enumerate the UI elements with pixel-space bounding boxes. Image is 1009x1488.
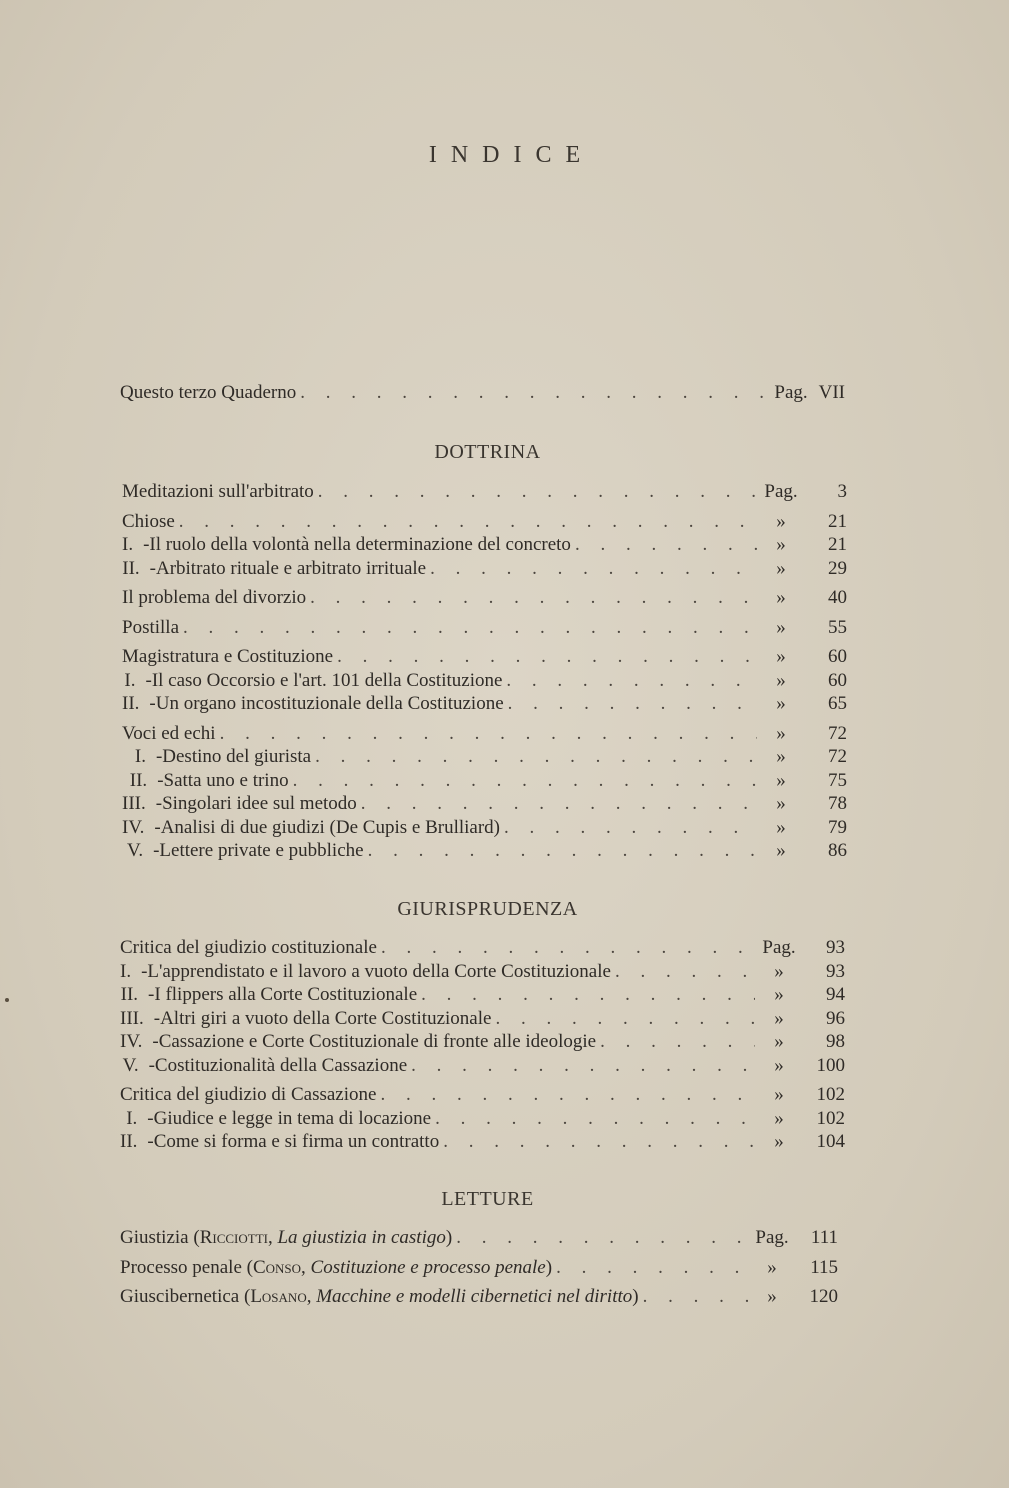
toc-entry bbox=[120, 936, 845, 960]
toc-entry bbox=[122, 586, 847, 610]
entry-label: Il ruolo della volontà nella determinazione del concreto bbox=[149, 534, 571, 555]
entry-label: Il caso Occorsio e l'art. 101 della Costituzione bbox=[151, 669, 503, 691]
page-number: 111 bbox=[810, 1227, 838, 1248]
entry-label: Giudice e legge in tema di locazione bbox=[153, 1107, 432, 1129]
page-number: 115 bbox=[810, 1256, 838, 1278]
leader-dots bbox=[377, 936, 755, 960]
leader-dots bbox=[500, 816, 757, 840]
entry-label: Analisi di due giudizi (De Cupis e Brulliard) bbox=[160, 816, 500, 838]
toc-entry bbox=[120, 1083, 845, 1107]
entry-label: Singolari idee sul metodo bbox=[162, 793, 357, 814]
entry-numeral: IV. bbox=[122, 816, 145, 838]
page-number: 79 bbox=[828, 816, 847, 838]
entry-label: Magistratura e Costituzione bbox=[122, 646, 334, 667]
entry-dash: - bbox=[149, 557, 156, 579]
entry-dash: - bbox=[157, 769, 164, 791]
page-number: 21 bbox=[828, 510, 847, 532]
page-prefix: » bbox=[776, 557, 786, 579]
toc-subentry bbox=[120, 983, 845, 1007]
entry-dash: - bbox=[155, 793, 163, 814]
entry-label: Processo penale (Conso, Costituzione e processo penale) bbox=[120, 1256, 553, 1278]
entry-dash: - bbox=[153, 1007, 161, 1029]
toc-subentry bbox=[122, 792, 847, 816]
leader-dots bbox=[491, 1007, 755, 1031]
leader-dots bbox=[571, 533, 757, 557]
page-prefix: » bbox=[776, 746, 786, 767]
entry-numeral: IV. bbox=[120, 1031, 143, 1052]
entry-label: Chiose bbox=[122, 510, 175, 532]
entry-label: Giuscibernetica (Losano, Macchine e modelli cibernetici nel diritto) bbox=[120, 1286, 639, 1307]
reading-author: Losano bbox=[250, 1286, 307, 1307]
toc-subentry bbox=[122, 839, 847, 863]
reading-entry bbox=[120, 1226, 838, 1250]
page-number: 120 bbox=[809, 1286, 838, 1307]
page-prefix: » bbox=[776, 816, 786, 838]
leader-dots bbox=[357, 792, 757, 816]
entry-label: Altri giri a vuoto della Corte Costituzionale bbox=[160, 1007, 492, 1029]
leader-dots bbox=[426, 557, 757, 581]
entry-label: Come si forma e si firma un contratto bbox=[153, 1131, 440, 1152]
page-number: 93 bbox=[826, 960, 845, 982]
page-prefix: Pag. bbox=[764, 481, 798, 502]
toc-entry bbox=[122, 722, 847, 746]
reading-entry bbox=[120, 1285, 838, 1309]
page-number: 55 bbox=[828, 616, 847, 638]
entry-numeral: II. bbox=[129, 769, 148, 791]
reading-work: Macchine e modelli cibernetici nel diritto bbox=[316, 1286, 633, 1307]
reading-topic: Processo penale bbox=[120, 1256, 242, 1278]
page-number: 94 bbox=[826, 984, 845, 1005]
entry-label: Cassazione e Corte Costituzionale di fronte alle ideologie bbox=[158, 1031, 597, 1052]
page-prefix: » bbox=[776, 669, 786, 691]
leader-dots bbox=[311, 745, 757, 769]
page-prefix: » bbox=[776, 693, 786, 714]
entry-numeral: V. bbox=[122, 1054, 139, 1076]
toc-entry bbox=[122, 510, 847, 534]
toc-subentry bbox=[120, 1130, 845, 1154]
toc-subentry bbox=[122, 816, 847, 840]
leader-dots bbox=[439, 1130, 755, 1154]
page-prefix: » bbox=[776, 722, 786, 744]
reading-work: Costituzione e processo penale bbox=[310, 1256, 546, 1278]
page-prefix: » bbox=[774, 984, 784, 1005]
page-number: VII bbox=[818, 382, 845, 403]
leader-dots bbox=[452, 1226, 748, 1250]
toc-subentry bbox=[120, 960, 845, 984]
entry-label: Un organo incostituzionale della Costituzione bbox=[155, 693, 504, 714]
entry-dash: - bbox=[145, 669, 152, 691]
toc-entry bbox=[120, 381, 845, 405]
leader-dots bbox=[596, 1030, 755, 1054]
entry-label: Lettere private e pubbliche bbox=[159, 840, 364, 861]
page-prefix: » bbox=[774, 1007, 784, 1029]
toc-entry bbox=[122, 645, 847, 669]
leader-dots bbox=[431, 1107, 755, 1131]
section-letture bbox=[120, 1226, 838, 1309]
page-prefix: » bbox=[774, 1084, 784, 1105]
entry-label: Meditazioni sull'arbitrato bbox=[122, 481, 314, 502]
section-heading-letture: LETTURE bbox=[441, 1188, 534, 1210]
entry-label: Postilla bbox=[122, 616, 180, 638]
page-prefix: » bbox=[767, 1256, 777, 1278]
entry-label: Giustizia (Ricciotti, La giustizia in castigo) bbox=[120, 1227, 453, 1248]
page-number: 100 bbox=[816, 1054, 845, 1076]
page-prefix: » bbox=[776, 793, 786, 814]
leader-dots bbox=[179, 616, 757, 640]
reading-work: La giustizia in castigo bbox=[277, 1227, 446, 1248]
entry-numeral: II. bbox=[122, 557, 140, 579]
entry-numeral: I. bbox=[126, 1107, 138, 1129]
page-prefix: » bbox=[767, 1286, 777, 1307]
entry-label: Destino del giurista bbox=[162, 746, 312, 767]
section-heading-dottrina: DOTTRINA bbox=[434, 441, 541, 463]
leader-dots bbox=[407, 1054, 755, 1078]
toc-subentry bbox=[122, 745, 847, 769]
toc-entry bbox=[122, 480, 847, 504]
entry-label: Critica del giudizio costituzionale bbox=[120, 937, 377, 958]
reading-topic: Giustizia bbox=[120, 1227, 189, 1248]
toc-subentry bbox=[120, 1054, 845, 1078]
page-number: 86 bbox=[828, 840, 847, 861]
page-number: 21 bbox=[828, 534, 847, 555]
page-number: 65 bbox=[828, 693, 847, 714]
reading-author: Ricciotti bbox=[199, 1227, 268, 1248]
page-number: 102 bbox=[816, 1084, 845, 1105]
page-number: 60 bbox=[828, 669, 847, 691]
toc-subentry bbox=[120, 1107, 845, 1131]
leader-dots bbox=[376, 1083, 755, 1107]
toc-subentry bbox=[120, 1007, 845, 1031]
entry-numeral: V. bbox=[127, 840, 144, 861]
page-prefix: » bbox=[776, 510, 786, 532]
leader-dots bbox=[364, 839, 757, 863]
entry-label: I flippers alla Corte Costituzionale bbox=[154, 984, 418, 1005]
entry-numeral: I. bbox=[120, 960, 132, 982]
reading-author: Conso bbox=[252, 1256, 302, 1278]
entry-numeral: III. bbox=[122, 793, 146, 814]
entry-numeral: II. bbox=[120, 1131, 138, 1152]
entry-dash: - bbox=[148, 1054, 155, 1076]
toc-subentry bbox=[122, 692, 847, 716]
page-prefix: Pag. bbox=[774, 382, 808, 403]
page-number: 72 bbox=[828, 722, 847, 744]
entry-dash: - bbox=[141, 960, 148, 982]
page-number: 104 bbox=[816, 1131, 845, 1152]
page-prefix: » bbox=[774, 1107, 784, 1129]
page-prefix: Pag. bbox=[762, 937, 796, 958]
entry-label: Satta uno e trino bbox=[163, 769, 289, 791]
toc-entry bbox=[122, 616, 847, 640]
entry-dash: - bbox=[155, 746, 163, 767]
entry-numeral: I. bbox=[122, 534, 134, 555]
toc-subentry bbox=[122, 557, 847, 581]
entry-dash: - bbox=[149, 693, 156, 714]
intro-entry bbox=[120, 381, 845, 405]
section-giurisprudenza bbox=[120, 936, 845, 1154]
page-number: 98 bbox=[826, 1031, 845, 1052]
page-number: 60 bbox=[828, 646, 847, 667]
page-number: 78 bbox=[828, 793, 847, 814]
entry-dash: - bbox=[153, 840, 160, 861]
leader-dots bbox=[611, 960, 755, 984]
entry-label: Arbitrato rituale e arbitrato irrituale bbox=[155, 557, 427, 579]
entry-label: Questo terzo Quaderno bbox=[120, 382, 297, 403]
paper-speck bbox=[5, 998, 9, 1002]
page-prefix: » bbox=[774, 1031, 784, 1052]
page-number: 102 bbox=[816, 1107, 845, 1129]
reading-topic: Giuscibernetica bbox=[120, 1286, 240, 1307]
entry-numeral: I. bbox=[124, 669, 136, 691]
entry-dash: - bbox=[143, 534, 150, 555]
entry-label: Voci ed echi bbox=[122, 722, 216, 744]
toc-subentry bbox=[120, 1030, 845, 1054]
page-prefix: » bbox=[774, 1054, 784, 1076]
entry-dash: - bbox=[147, 1131, 154, 1152]
leader-dots bbox=[417, 983, 755, 1007]
page-title: INDICE bbox=[428, 142, 595, 168]
entry-numeral: III. bbox=[120, 1007, 144, 1029]
leader-dots bbox=[504, 692, 757, 716]
entry-numeral: II. bbox=[122, 693, 140, 714]
entry-numeral: I. bbox=[134, 746, 146, 767]
page-number: 40 bbox=[828, 587, 847, 608]
leader-dots bbox=[639, 1285, 748, 1309]
entry-dash: - bbox=[152, 1031, 159, 1052]
page-prefix: » bbox=[776, 616, 786, 638]
leader-dots bbox=[502, 669, 757, 693]
page-number: 72 bbox=[828, 746, 847, 767]
page-number: 3 bbox=[837, 481, 847, 502]
leader-dots bbox=[314, 480, 757, 504]
leader-dots bbox=[333, 645, 757, 669]
page-prefix: » bbox=[774, 960, 784, 982]
leader-dots bbox=[175, 510, 757, 534]
section-heading-giurisprudenza: GIURISPRUDENZA bbox=[397, 898, 578, 920]
page-prefix: » bbox=[776, 646, 786, 667]
page-number: 96 bbox=[826, 1007, 845, 1029]
entry-numeral: II. bbox=[120, 984, 139, 1005]
page-prefix: » bbox=[776, 769, 786, 791]
entry-dash: - bbox=[147, 1107, 154, 1129]
leader-dots bbox=[216, 722, 757, 746]
leader-dots bbox=[306, 586, 757, 610]
page-prefix: » bbox=[776, 587, 786, 608]
leader-dots bbox=[552, 1256, 748, 1280]
toc-subentry bbox=[122, 769, 847, 793]
page-number: 93 bbox=[826, 937, 845, 958]
page-prefix: Pag. bbox=[755, 1227, 789, 1248]
page-prefix: » bbox=[774, 1131, 784, 1152]
section-dottrina bbox=[122, 480, 847, 863]
entry-label: L'apprendistato e il lavoro a vuoto della Corte Costituzionale bbox=[147, 960, 611, 982]
entry-dash: - bbox=[154, 816, 161, 838]
page-number: 75 bbox=[828, 769, 847, 791]
entry-label: Costituzionalità della Cassazione bbox=[154, 1054, 408, 1076]
leader-dots bbox=[296, 381, 767, 405]
page-number: 29 bbox=[828, 557, 847, 579]
entry-dash: - bbox=[148, 984, 155, 1005]
toc-subentry bbox=[122, 533, 847, 557]
page-prefix: » bbox=[776, 840, 786, 861]
leader-dots bbox=[289, 769, 757, 793]
toc-subentry bbox=[122, 669, 847, 693]
entry-label: Il problema del divorzio bbox=[122, 587, 307, 608]
entry-label: Critica del giudizio di Cassazione bbox=[120, 1084, 377, 1105]
reading-entry bbox=[120, 1256, 838, 1280]
page-prefix: » bbox=[776, 534, 786, 555]
